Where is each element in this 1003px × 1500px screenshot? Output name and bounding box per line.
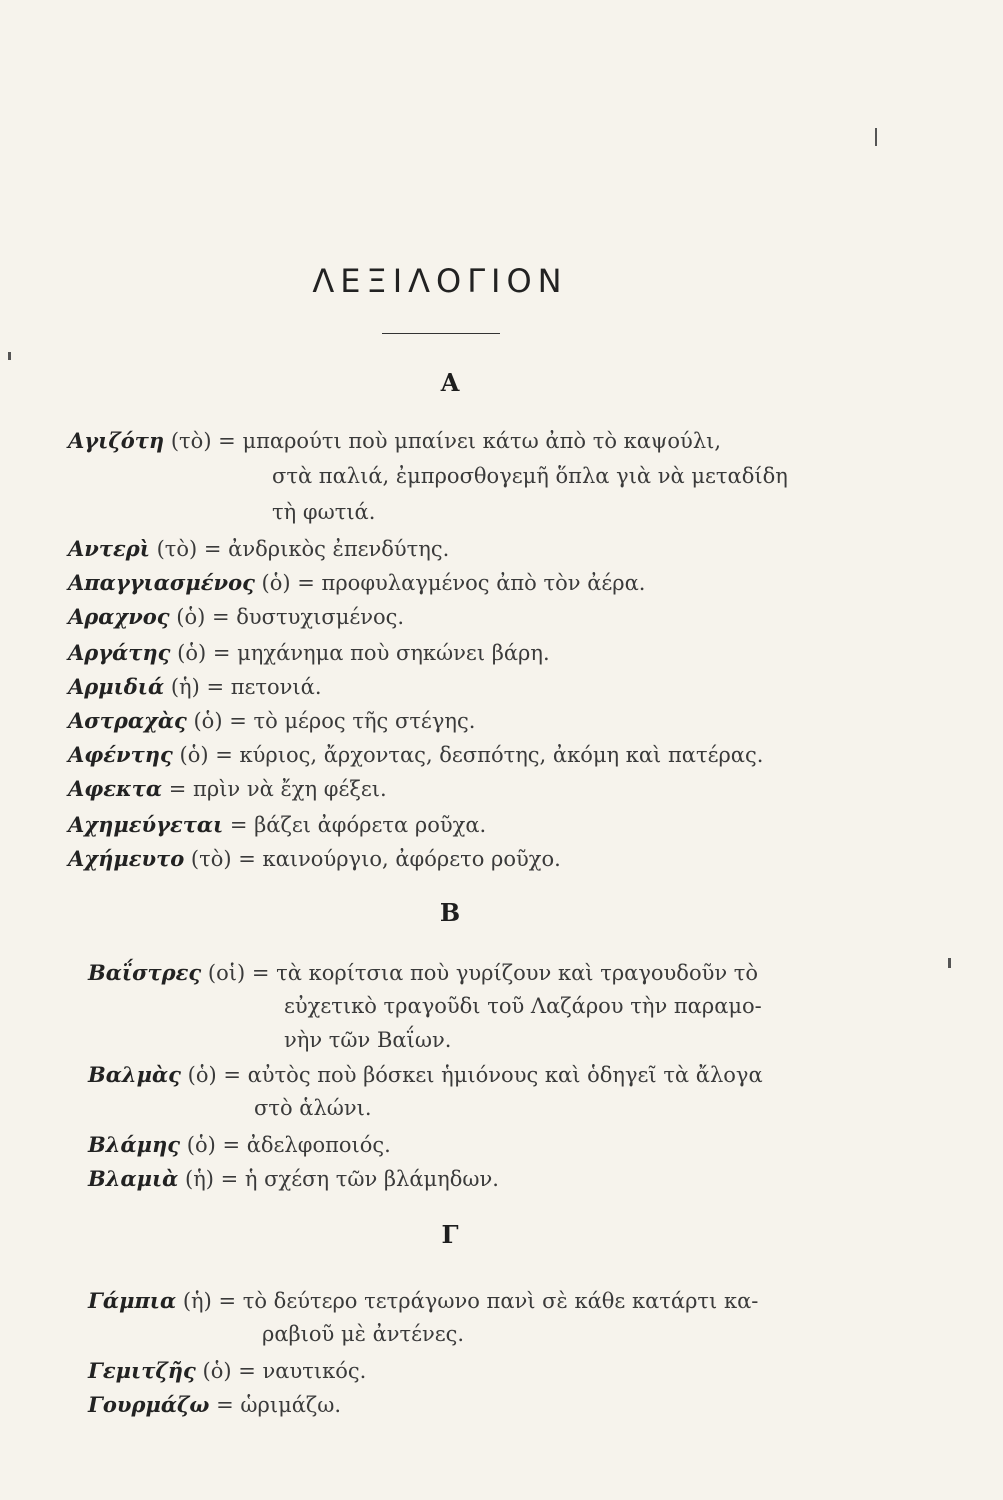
entry-headword: Αφέντης	[68, 742, 173, 767]
entry-headword: Αντερὶ	[68, 536, 150, 561]
entry-line	[68, 642, 550, 664]
entry-headword: Γεμιτζῆς	[88, 1358, 196, 1383]
section-letter-g: Γ	[441, 1220, 459, 1249]
entry-line	[88, 1168, 499, 1190]
entry-headword: Αργάτης	[68, 640, 171, 665]
entry-definition: (ὁ) = προφυλαγμένος ἀπὸ τὸν ἀέρα.	[261, 571, 646, 595]
entry-line	[88, 1394, 341, 1416]
section-letter-a: Α	[440, 368, 460, 397]
entry-line	[68, 572, 645, 594]
title-divider	[382, 333, 500, 334]
entry-line	[68, 814, 486, 836]
entry-definition: = ὡριμάζω.	[216, 1393, 342, 1417]
entry-definition: (ὁ) = τὸ μέρος τῆς στέγης.	[193, 709, 476, 733]
entry-definition: = πρὶν νὰ ἔχη φέξει.	[168, 777, 387, 801]
entry-continuation: στὸ ἁλώνι.	[254, 1096, 372, 1120]
entry-definition: (ἡ) = πετονιά.	[170, 675, 322, 699]
entry-line	[88, 1360, 366, 1382]
entry-line	[88, 1134, 391, 1156]
entry-continuation: νὴν τῶν Βαΐων.	[284, 1028, 452, 1052]
entry-headword: Αχημεύγεται	[68, 812, 224, 837]
entry-line	[68, 710, 475, 732]
entry-continuation: ραβιοῦ μὲ ἀντένες.	[262, 1322, 465, 1346]
entry-definition: (ὁ) = ναυτικός.	[202, 1359, 367, 1383]
entry-definition: (τὸ) = μπαρούτι ποὺ μπαίνει κάτω ἀπὸ τὸ καψούλι,	[170, 429, 722, 453]
entry-headword: Απαγγιασμένος	[68, 570, 255, 595]
entry-definition: (ὁ) = μηχάνημα ποὺ σηκώνει βάρη.	[177, 641, 550, 665]
entry-line	[68, 606, 404, 628]
entry-headword: Βλάμης	[88, 1132, 181, 1157]
entry-headword: Αρμιδιά	[68, 674, 165, 699]
entry-line	[68, 848, 561, 870]
entry-definition: (οἱ) = τὰ κορίτσια ποὺ γυρίζουν καὶ τραγουδοῦν τὸ	[207, 961, 759, 985]
entry-continuation: τὴ φωτιά.	[272, 500, 376, 524]
entry-line	[68, 744, 763, 766]
entry-definition: = βάζει ἀφόρετα ροῦχα.	[229, 813, 487, 837]
entry-definition: (ὁ) = αὐτὸς ποὺ βόσκει ἡμιόνους καὶ ὁδηγεῖ τὰ ἄλογα	[187, 1063, 763, 1087]
entry-definition: (τὸ) = ἀνδρικὸς ἐπενδύτης.	[156, 537, 450, 561]
entry-definition: (ὁ) = ἀδελφοποιός.	[186, 1133, 391, 1157]
entry-line	[88, 962, 758, 984]
entry-continuation: εὐχετικὸ τραγοῦδι τοῦ Λαζάρου τὴν παραμο-	[284, 994, 762, 1018]
entry-headword: Βλαμιὰ	[88, 1166, 179, 1191]
entry-definition: (ἡ) = ἡ σχέση τῶν βλάμηδων.	[185, 1167, 499, 1191]
entry-headword: Βαΐστρες	[88, 960, 202, 985]
entry-line	[68, 430, 721, 452]
entry-headword: Αραχνος	[68, 604, 170, 629]
entry-headword: Γουρμάζω	[88, 1392, 210, 1417]
margin-mark-right	[948, 958, 951, 968]
entry-headword: Βαλμὰς	[88, 1062, 181, 1087]
entry-definition: (ὁ) = κύριος, ἄρχοντας, δεσπότης, ἀκόμη καὶ πατέρας.	[179, 743, 764, 767]
entry-headword: Αφεκτα	[68, 776, 163, 801]
entry-headword: Γάμπια	[88, 1288, 177, 1313]
entry-headword: Αστραχὰς	[68, 708, 187, 733]
entry-definition: (ὁ) = δυστυχισμένος.	[176, 605, 405, 629]
entry-headword: Αχήμευτο	[68, 846, 185, 871]
page-title: ΛΕΞΙΛΟΓΙΟΝ	[312, 262, 568, 300]
margin-mark-left	[8, 352, 11, 360]
entry-line	[68, 676, 322, 698]
entry-continuation: στὰ παλιά, ἐμπροσθογεμῆ ὅπλα γιὰ νὰ μεταδίδη	[272, 464, 788, 488]
entry-definition: (τὸ) = καινούργιο, ἀφόρετο ροῦχο.	[190, 847, 561, 871]
entry-line	[88, 1290, 758, 1312]
entry-headword: Αγιζότη	[68, 428, 165, 453]
entry-definition: (ἡ) = τὸ δεύτερο τετράγωνο πανὶ σὲ κάθε κατάρτι κα-	[182, 1289, 759, 1313]
entry-line	[68, 538, 449, 560]
margin-mark-top-right	[875, 128, 877, 146]
entry-line	[68, 778, 387, 800]
section-letter-b: Β	[439, 898, 461, 927]
entry-line	[88, 1064, 763, 1086]
